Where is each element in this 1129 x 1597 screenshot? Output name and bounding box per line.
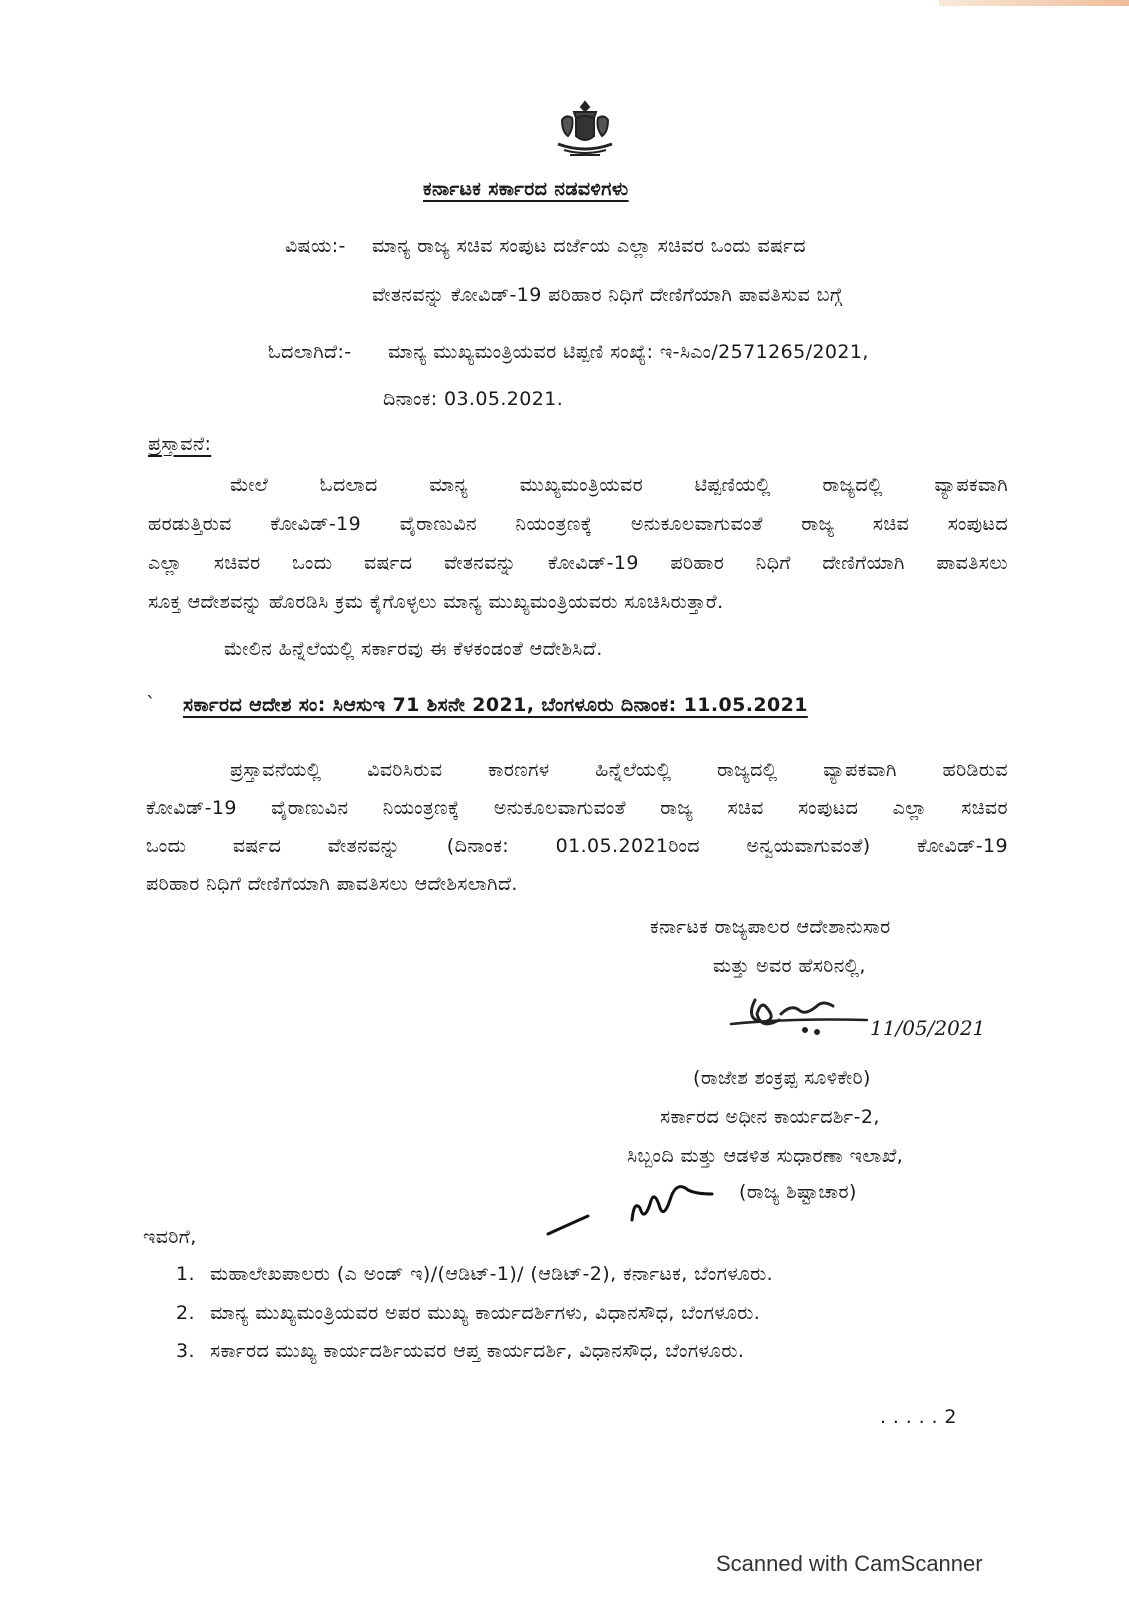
preamble-line-2: ಹರಡುತ್ತಿರುವ ಕೋವಿಡ್-19 ವೈರಾಣುವಿನ ನಿಯಂತ್ರಣಕ್ಕೆ ಅನುಕೂಲವಾಗುವಂತೆ ರಾಜ್ಯ ಸಚಿವ ಸಂಪುಟದ bbox=[148, 513, 1008, 535]
reference-line-2: ದಿನಾಂಕ: 03.05.2021. bbox=[383, 388, 564, 410]
signatory-department: ಸಿಬ್ಬಂದಿ ಮತ್ತು ಆಡಳಿತ ಸುಧಾರಣಾ ಇಲಾಖೆ, bbox=[627, 1145, 904, 1167]
page-continuation: . . . . . 2 bbox=[880, 1406, 957, 1428]
recipient-number: 3. bbox=[176, 1340, 195, 1362]
signatory-name: (ರಾಜೇಶ ಶಂಕ್ರಪ್ಪ ಸೂಳಿಕೇರಿ) bbox=[693, 1067, 871, 1089]
preamble-line-1: ಮೇಲೆ ಓದಲಾದ ಮಾನ್ಯ ಮುಖ್ಯಮಂತ್ರಿಯವರ ಟಿಪ್ಪಣಿಯಲ್ಲಿ ರಾಜ್ಯದಲ್ಲಿ ವ್ಯಾಪಕವಾಗಿ bbox=[230, 474, 1008, 496]
order-line-1: ಪ್ರಸ್ತಾವನೆಯಲ್ಲಿ ವಿವರಿಸಿರುವ ಕಾರಣಗಳ ಹಿನ್ನೆಲೆಯಲ್ಲಿ ರಾಜ್ಯದಲ್ಲಿ ವ್ಯಾಪಕವಾಗಿ ಹರಿಡಿರುವ bbox=[230, 759, 1008, 781]
order-title: ಸರ್ಕಾರದ ಆದೇಶ ಸಂ: ಸಿಆಸುಇ 71 ಶಿಸನೇ 2021, ಬೆಂಗಳೂರು ದಿನಾಂಕ: 11.05.2021 bbox=[183, 694, 808, 716]
state-emblem-icon bbox=[548, 98, 622, 160]
signature-mark bbox=[725, 990, 875, 1046]
authority-line-1: ಕರ್ನಾಟಕ ರಾಜ್ಯಪಾಲರ ಆದೇಶಾನುಸಾರ bbox=[650, 916, 891, 938]
footer bbox=[0, 1538, 1129, 1597]
reference-line-1: ಮಾನ್ಯ ಮುಖ್ಯಮಂತ್ರಿಯವರ ಟಿಪ್ಪಣಿ ಸಂಖ್ಯೆ: ಇ-ಸಿಎಂ/2571265/2021, bbox=[388, 341, 869, 363]
signatory-section: (ರಾಜ್ಯ ಶಿಷ್ಟಾಚಾರ) bbox=[739, 1181, 857, 1203]
subject-line-2: ವೇತನವನ್ನು ಕೋವಿಡ್-19 ಪರಿಹಾರ ನಿಧಿಗೆ ದೇಣಿಗೆಯಾಗಿ ಪಾವತಿಸುವ ಬಗ್ಗೆ bbox=[372, 284, 843, 306]
signature-date: 11/05/2021 bbox=[870, 1016, 986, 1040]
subject-label: ವಿಷಯ:- bbox=[285, 235, 346, 257]
scan-edge-mark bbox=[939, 0, 1129, 6]
preamble-closing: ಮೇಲಿನ ಹಿನ್ನೆಲೆಯಲ್ಲಿ ಸರ್ಕಾರವು ಈ ಕೆಳಕಂಡಂತೆ ಆದೇಶಿಸಿದೆ. bbox=[224, 638, 603, 660]
scanner-watermark-text: Scanned with CamScanner bbox=[716, 1551, 983, 1576]
order-line-4: ಪರಿಹಾರ ನಿಧಿಗೆ ದೇಣಿಗೆಯಾಗಿ ಪಾವತಿಸಲು ಆದೇಶಿಸಲಾಗಿದೆ. bbox=[146, 873, 518, 895]
recipient-text: ಸರ್ಕಾರದ ಮುಖ್ಯ ಕಾರ್ಯದರ್ಶಿಯವರ ಆಪ್ತ ಕಾರ್ಯದರ್ಶಿ, ವಿಧಾನಸೌಧ, ಬೆಂಗಳೂರು. bbox=[210, 1340, 745, 1362]
reference-label: ಓದಲಾಗಿದೆ:- bbox=[268, 341, 352, 363]
order-line-2: ಕೋವಿಡ್-19 ವೈರಾಣುವಿನ ನಿಯಂತ್ರಣಕ್ಕೆ ಅನುಕೂಲವಾಗುವಂತೆ ರಾಜ್ಯ ಸಚಿವ ಸಂಪುಟದ ಎಲ್ಲಾ ಸಚಿವರ bbox=[146, 797, 1008, 819]
page-title: ಕರ್ನಾಟಕ ಸರ್ಕಾರದ ನಡವಳಿಗಳು bbox=[423, 178, 629, 200]
preamble-line-4: ಸೂಕ್ತ ಆದೇಶವನ್ನು ಹೊರಡಿಸಿ ಕ್ರಮ ಕೈಗೊಳ್ಳಲು ಮಾನ್ಯ ಮುಖ್ಯಮಂತ್ರಿಯವರು ಸೂಚಿಸಿರುತ್ತಾರೆ. bbox=[148, 591, 724, 613]
order-bullet: ` bbox=[146, 693, 156, 715]
recipient-number: 2. bbox=[176, 1302, 195, 1324]
subject-line-1: ಮಾನ್ಯ ರಾಜ್ಯ ಸಚಿವ ಸಂಪುಟ ದರ್ಜೆಯ ಎಲ್ಲಾ ಸಚಿವರ ಒಂದು ವರ್ಷದ bbox=[372, 235, 806, 257]
signatory-designation: ಸರ್ಕಾರದ ಅಧೀನ ಕಾರ್ಯದರ್ಶಿ-2, bbox=[660, 1106, 880, 1128]
order-line-3: ಒಂದು ವರ್ಷದ ವೇತನವನ್ನು (ದಿನಾಂಕ: 01.05.2021ರಿಂದ ಅನ್ವಯವಾಗುವಂತೆ) ಕೋವಿಡ್-19 bbox=[146, 835, 1008, 857]
recipient-number: 1. bbox=[176, 1263, 195, 1285]
preamble-line-3: ಎಲ್ಲಾ ಸಚಿವರ ಒಂದು ವರ್ಷದ ವೇತನವನ್ನು ಕೋವಿಡ್-19 ಪರಿಹಾರ ನಿಧಿಗೆ ದೇಣಿಗೆಯಾಗಿ ಪಾವತಿಸಲು bbox=[148, 552, 1008, 574]
preamble-heading: ಪ್ರಸ್ತಾವನೆ: bbox=[148, 433, 212, 455]
recipient-text: ಮಾನ್ಯ ಮುಖ್ಯಮಂತ್ರಿಯವರ ಅಪರ ಮುಖ್ಯ ಕಾರ್ಯದರ್ಶಿಗಳು, ವಿಧಾನಸೌಧ, ಬೆಂಗಳೂರು. bbox=[210, 1302, 761, 1324]
recipients-heading: ಇವರಿಗೆ, bbox=[143, 1226, 197, 1248]
recipient-text: ಮಹಾಲೇಖಪಾಲರು (ಎ ಅಂಡ್ ಇ)/(ಆಡಿಟ್-1)/ (ಆಡಿಟ್-2), ಕರ್ನಾಟಕ, ಬೆಂಗಳೂರು. bbox=[210, 1263, 774, 1285]
authority-line-2: ಮತ್ತು ಅವರ ಹೆಸರಿನಲ್ಲಿ, bbox=[713, 955, 866, 977]
initials-mark bbox=[540, 1172, 750, 1242]
